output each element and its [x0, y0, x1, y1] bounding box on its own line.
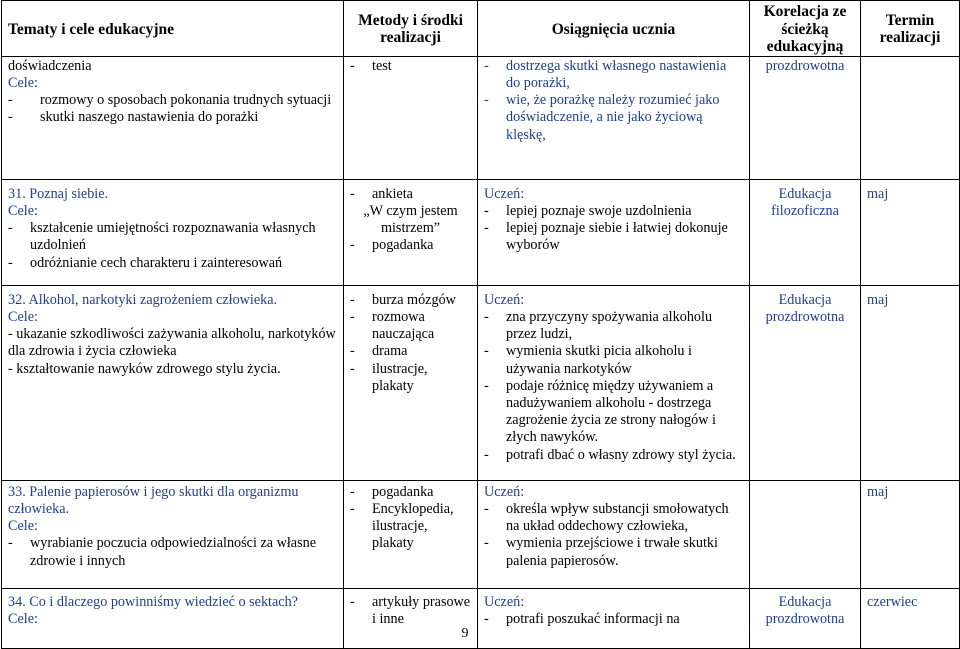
tematy-cell	[2, 285, 344, 480]
list-item: - podaje różnicę między używaniem a nadużywaniem alkoholu - dostrzega zagrożenie życia ze strony nałogów i złych nawyków.	[484, 377, 716, 446]
uczen-label: Uczeń:	[484, 593, 525, 610]
list-item: - wie, że porażkę należy rozumieć jako doświadczenie, a nie jako życiową klęskę,	[484, 92, 720, 143]
header-tematy: Tematy i cele edukacyjne	[2, 1, 344, 57]
list-item: - wymienia skutki picia alkoholu i używania narkotyków	[484, 343, 692, 377]
list-item: - ankieta	[350, 185, 413, 202]
header-row	[2, 1, 960, 57]
table-row	[2, 480, 960, 588]
korelacja-cell: prozdrowotna	[750, 56, 861, 179]
termin-cell: maj	[861, 179, 960, 285]
topic-title: 31. Poznaj siebie.	[8, 185, 109, 202]
list-item: - lepiej poznaje siebie i łatwiej dokonuje wyborów	[484, 220, 728, 254]
cele-label: Cele:	[8, 308, 38, 325]
list-item: - wyrabianie poczucia odpowiedzialności za własne zdrowie i innych	[8, 535, 316, 569]
korelacja-cell: Edukacja prozdrowotna	[750, 588, 861, 648]
metody-cell	[344, 480, 478, 588]
cele-label: Cele:	[8, 610, 38, 627]
header-osiagniecia: Osiągnięcia ucznia	[478, 1, 750, 57]
list-item: - dostrzega skutki własnego nastawienia do porażki,	[484, 57, 727, 91]
survey-title: „W czym jestem mistrzem”	[363, 202, 458, 237]
list-item: - potrafi dbać o własny zdrowy styl życia.	[484, 446, 736, 463]
cele-label: Cele:	[8, 202, 38, 219]
tematy-cell	[2, 56, 344, 179]
list-item: - odróżnianie cech charakteru i zainteresowań	[8, 254, 283, 271]
topic-title: 34. Co i dlaczego powinniśmy wiedzieć o sektach?	[8, 593, 298, 610]
list-item: - ilustracje, plakaty	[350, 360, 428, 394]
list-item: - ukazanie szkodliwości zażywania alkoholu, narkotyków dla zdrowia i życia człowieka	[8, 326, 336, 360]
list-item: - burza mózgów	[350, 291, 456, 308]
list-item: - Encyklopedia, ilustracje, plakaty	[350, 500, 454, 552]
list-item: - określa wpływ substancji smołowatych na układ oddechowy człowieka,	[484, 500, 729, 535]
metody-cell	[344, 56, 478, 179]
cele-label: Cele:	[8, 518, 38, 535]
list-item: - artykuły prasowe i inne	[350, 593, 471, 627]
cele-label: Cele:	[8, 74, 38, 91]
osiagniecia-cell	[478, 480, 750, 588]
list-item: - kształtowanie nawyków zdrowego stylu życia.	[8, 360, 281, 377]
tematy-cell	[2, 480, 344, 588]
metody-cell	[344, 285, 478, 480]
table-row	[2, 56, 960, 179]
topic-title: doświadczenia	[8, 57, 92, 74]
metody-cell	[344, 179, 478, 285]
uczen-label: Uczeń:	[484, 291, 525, 308]
list-item: - rozmowa nauczająca	[350, 308, 435, 343]
topic-title: 33. Palenie papierosów i jego skutki dla organizmu człowieka.	[8, 483, 299, 517]
tematy-cell	[2, 179, 344, 285]
curriculum-table	[1, 0, 960, 649]
header-korelacja: Korelacja ze ścieżką edukacyjną	[750, 1, 861, 57]
table-row	[2, 285, 960, 480]
list-item: - rozmowy o sposobach pokonania trudnych sytuacji	[8, 92, 332, 109]
list-item: - drama	[350, 343, 408, 360]
header-termin: Termin realizacji	[861, 1, 960, 57]
termin-cell: maj	[861, 285, 960, 480]
uczen-label: Uczeń:	[484, 185, 525, 202]
list-item: - pogadanka	[350, 237, 434, 254]
list-item: - kształcenie umiejętności rozpoznawania własnych uzdolnień	[8, 220, 316, 254]
list-item: - wymienia przejściowe i trwałe skutki palenia papierosów.	[484, 535, 718, 569]
osiagniecia-cell	[478, 179, 750, 285]
korelacja-cell: Edukacja prozdrowotna	[750, 285, 861, 480]
list-item: - test	[350, 57, 392, 74]
termin-cell	[861, 56, 960, 179]
korelacja-cell	[750, 480, 861, 588]
termin-cell: czerwiec	[861, 588, 960, 648]
topic-title: 32. Alkohol, narkotyki zagrożeniem człowieka.	[8, 291, 278, 308]
osiagniecia-cell	[478, 56, 750, 179]
osiagniecia-cell	[478, 285, 750, 480]
table-row	[2, 179, 960, 285]
header-metody: Metody i środki realizacji	[344, 1, 478, 57]
list-item: - lepiej poznaje swoje uzdolnienia	[484, 202, 692, 219]
list-item: - potrafi poszukać informacji na	[484, 610, 680, 627]
termin-cell: maj	[861, 480, 960, 588]
uczen-label: Uczeń:	[484, 483, 525, 500]
list-item: - skutki naszego nastawienia do porażki	[8, 109, 259, 126]
page-number: 9	[461, 626, 469, 641]
list-item: - pogadanka	[350, 483, 434, 500]
korelacja-cell: Edukacja filozoficzna	[750, 179, 861, 285]
list-item: - zna przyczyny spożywania alkoholu przez ludzi,	[484, 308, 713, 343]
